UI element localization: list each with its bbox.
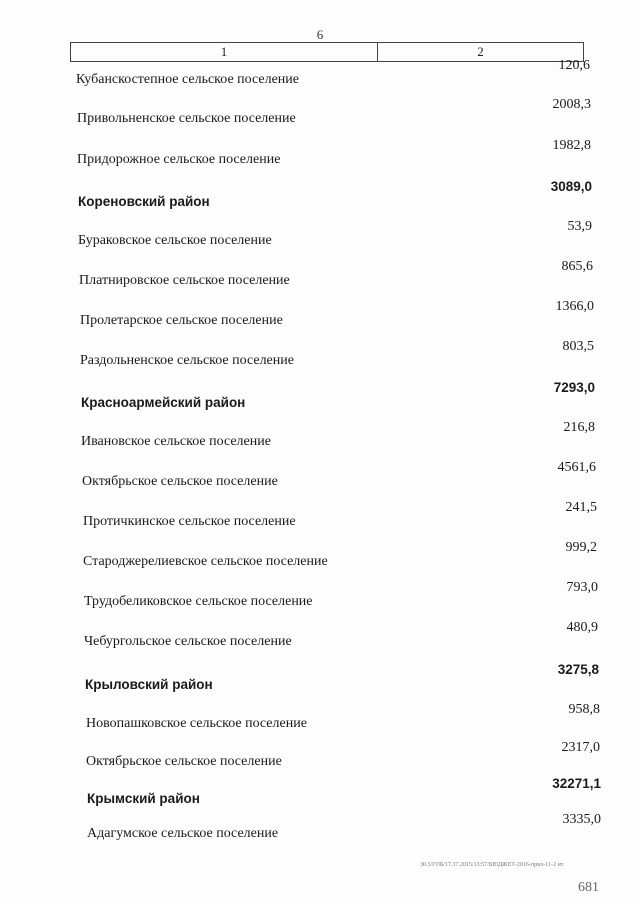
table-row	[86, 702, 600, 732]
document-footer-path: 30.3/ГОБ/17.37.2015/13:57/БЮДЖЕТ-2016-прил-11-2 нт	[420, 862, 564, 868]
settlement-name: Раздольненское сельское поселение	[80, 353, 294, 368]
district-name: Кореновский район	[78, 194, 210, 209]
settlement-name: Кубанскостепное сельское поселение	[76, 72, 299, 87]
settlement-value: 241,5	[565, 500, 597, 515]
district-total: 3089,0	[550, 179, 592, 194]
settlement-name: Октябрьское сельское поселение	[82, 474, 278, 489]
settlement-name: Бураковское сельское поселение	[78, 233, 272, 248]
table-row	[77, 97, 591, 127]
district-total: 3275,8	[557, 662, 599, 677]
district-row	[81, 380, 595, 410]
table-row	[81, 420, 595, 450]
settlement-name: Трудобеликовское сельское поселение	[84, 594, 313, 609]
column-header-2: 2	[477, 44, 484, 59]
corner-page-number: 681	[578, 880, 599, 895]
table-row	[83, 500, 597, 530]
settlement-value: 958,8	[568, 702, 600, 717]
table-row	[78, 219, 592, 249]
table-row	[76, 58, 590, 88]
district-name: Крымский район	[87, 791, 200, 806]
settlement-value: 216,8	[563, 420, 595, 435]
table-row	[82, 460, 596, 490]
table-row	[87, 812, 601, 842]
settlement-name: Новопашковское сельское поселение	[86, 716, 307, 731]
district-name: Красноармейский район	[81, 395, 246, 410]
district-total: 7293,0	[553, 380, 595, 395]
settlement-value: 4561,6	[557, 460, 596, 475]
table-row	[79, 259, 593, 289]
settlement-name: Староджерелиевское сельское поселение	[83, 554, 328, 569]
settlement-value: 793,0	[566, 580, 598, 595]
settlement-name: Пролетарское сельское поселение	[80, 313, 283, 328]
district-row	[85, 662, 599, 692]
settlement-value: 2317,0	[561, 740, 600, 755]
column-header-1: 1	[71, 43, 378, 61]
table-row	[84, 580, 598, 610]
settlement-name: Платнировское сельское поселение	[79, 273, 290, 288]
settlement-value: 865,6	[561, 259, 593, 274]
settlement-value: 480,9	[566, 620, 598, 635]
district-total: 32271,1	[552, 776, 601, 791]
district-row	[78, 179, 592, 209]
page-number: 6	[316, 27, 324, 42]
settlement-value: 3335,0	[562, 812, 601, 827]
settlement-value: 1982,8	[552, 138, 591, 153]
table-row	[83, 540, 597, 570]
settlement-name: Придорожное сельское поселение	[77, 152, 281, 167]
table-row	[77, 138, 591, 168]
table-row	[80, 299, 594, 329]
table-row	[80, 339, 594, 369]
settlement-value: 803,5	[562, 339, 594, 354]
district-name: Крыловский район	[85, 677, 213, 692]
settlement-name: Октябрьское сельское поселение	[86, 754, 282, 769]
settlement-value: 120,6	[558, 58, 590, 73]
settlement-name: Привольненское сельское поселение	[77, 111, 296, 126]
settlement-value: 53,9	[567, 219, 592, 234]
settlement-value: 2008,3	[552, 97, 591, 112]
settlement-name: Протичкинское сельское поселение	[83, 514, 296, 529]
table-row	[84, 620, 598, 650]
settlement-value: 1366,0	[555, 299, 594, 314]
district-row	[87, 776, 601, 806]
settlement-name: Чебургольское сельское поселение	[84, 634, 292, 649]
settlement-value: 999,2	[565, 540, 597, 555]
settlement-name: Ивановское сельское поселение	[81, 434, 271, 449]
settlement-name: Адагумское сельское поселение	[87, 826, 279, 841]
table-row	[86, 740, 600, 770]
